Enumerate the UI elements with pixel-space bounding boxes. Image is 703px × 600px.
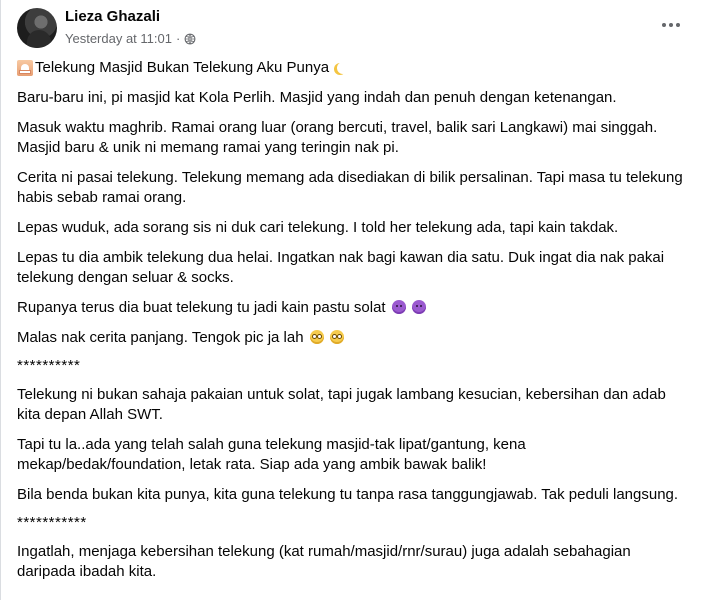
post-meta [65,31,196,46]
paragraph-7 [17,328,687,348]
paragraph-4: Lepas wuduk, ada sorang sis ni duk cari telekung. I told her telekung ada, tapi kain takdak. [17,219,619,236]
post-title [17,58,687,78]
timestamp-link[interactable]: Yesterday at 11:01 [65,31,172,46]
post-title-text: Telekung Masjid Bukan Telekung Aku Punya [35,59,330,76]
roll-eyes-icon [310,330,324,344]
paragraph-6 [17,298,687,318]
paragraph-8: Telekung ni bukan sahaja pakaian untuk solat, tapi jugak lambang kesucian, kebersihan dan adab kita depan Allah SWT. [17,386,666,423]
avatar[interactable] [17,8,57,48]
paragraph-11: Ingatlah, menjaga kebersihan telekung (kat rumah/masjid/rnr/surau) juga adalah sebahagian daripada ibadah kita. [17,543,631,580]
paragraph-2: Masuk waktu maghrib. Ramai orang luar (orang bercuti, travel, balik sari Langkawi) mai singgah. Masjid baru & unik ni memang ramai yang teringin nak pi. [17,119,658,156]
separator-stars-2: *********** [17,514,87,531]
author-name[interactable]: Lieza Ghazali [65,8,161,25]
paragraph-9: Tapi tu la..ada yang telah salah guna telekung masjid-tak lipat/gantung, kena mekap/bedak/foundation, letak rata. Siap ada yang ambik bawak balik! [17,436,526,473]
post-content [17,58,687,592]
meta-separator: · [175,31,181,46]
paragraph-3: Cerita ni pasai telekung. Telekung memang ada disediakan di bilik persalinan. Tapi masa tu telekung habis sebab ramai orang. [17,169,683,206]
paragraph-6-text: Rupanya terus dia buat telekung tu jadi kain pastu solat [17,299,386,316]
mosque-icon [17,60,33,76]
globe-icon [184,33,196,45]
more-horizontal-icon[interactable] [657,15,685,35]
post-header [17,6,687,52]
purple-face-icon [412,300,426,314]
separator-stars-1: ********** [17,357,81,374]
moon-icon [337,62,349,74]
roll-eyes-icon [330,330,344,344]
purple-face-icon [392,300,406,314]
paragraph-1: Baru-baru ini, pi masjid kat Kola Perlih. Masjid yang indah dan penuh dengan ketenangan. [17,89,617,106]
paragraph-7-text: Malas nak cerita panjang. Tengok pic ja lah [17,329,304,346]
paragraph-10: Bila benda bukan kita punya, kita guna telekung tu tanpa rasa tanggungjawab. Tak peduli langsung. [17,486,679,503]
paragraph-5: Lepas tu dia ambik telekung dua helai. Ingatkan nak bagi kawan dia satu. Duk ingat dia nak pakai telekung dengan seluar & socks. [17,249,665,286]
